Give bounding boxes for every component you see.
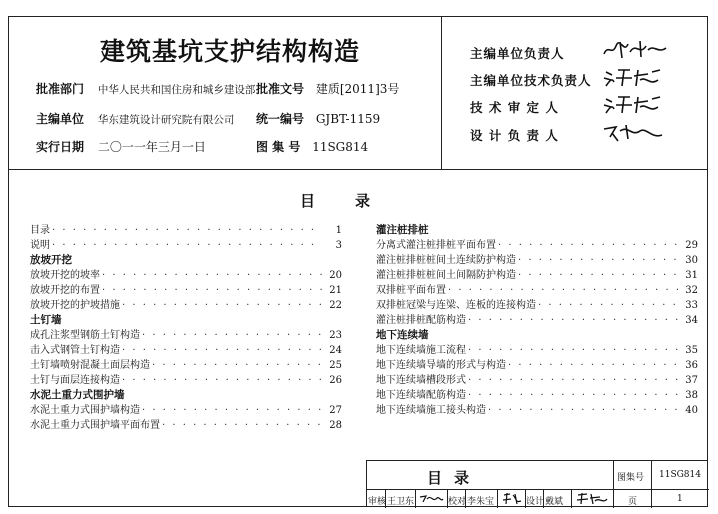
toc-entry bbox=[376, 268, 698, 283]
toc-entry-title: 灌注桩排桩 bbox=[376, 224, 429, 236]
atlas-no-tb: 11SG814 bbox=[659, 470, 701, 480]
toc-entry-title: 地下连续墙施工流程 bbox=[376, 345, 466, 356]
toc-entry bbox=[30, 328, 342, 343]
toc-entry-page: 26 bbox=[329, 375, 342, 386]
chief-unit-label: 主编单位 bbox=[36, 112, 85, 126]
toc-leader-dots bbox=[122, 373, 322, 388]
toc-leader-dots bbox=[52, 238, 322, 253]
toc-entry-title: 地下连续墙施工接头构造 bbox=[376, 405, 486, 416]
approval-dept bbox=[36, 80, 255, 97]
toc-entry bbox=[30, 358, 342, 373]
toc-leader-dots bbox=[488, 403, 678, 418]
toc-entry bbox=[30, 403, 342, 418]
check-label: 校对 bbox=[448, 497, 467, 507]
toc-entry-title: 地下连续墙 bbox=[376, 329, 429, 341]
toc-right-column bbox=[376, 223, 698, 418]
toc-entry-page: 3 bbox=[335, 240, 342, 251]
toc-entry-title: 放坡开挖的护坡措施 bbox=[30, 300, 120, 311]
signature-4 bbox=[600, 121, 672, 143]
toc-left-column bbox=[30, 223, 342, 433]
resp-design-label: 设 计 负 责 人 bbox=[470, 128, 559, 143]
toc-leader-dots bbox=[468, 343, 678, 358]
toc-entry bbox=[30, 418, 342, 433]
atlas-no bbox=[256, 138, 368, 155]
page-number: 1 bbox=[677, 494, 683, 504]
toc-entry bbox=[376, 253, 698, 268]
toc-entry-page: 25 bbox=[329, 360, 342, 371]
toc-leader-dots bbox=[122, 298, 322, 313]
toc-leader-dots bbox=[102, 283, 322, 298]
checker-signature bbox=[501, 491, 523, 506]
signature-3 bbox=[600, 93, 672, 115]
toc-leader-dots bbox=[142, 328, 322, 343]
toc-entry-page: 32 bbox=[685, 285, 698, 296]
toc-entry-title: 说明 bbox=[30, 240, 50, 251]
designer-name: 戴斌 bbox=[545, 497, 564, 507]
toc-entry-title: 双排桩平面布置 bbox=[376, 285, 446, 296]
title-block bbox=[366, 460, 708, 507]
toc-section-heading bbox=[30, 253, 342, 268]
toc-leader-dots bbox=[538, 298, 678, 313]
toc-leader-dots bbox=[518, 253, 678, 268]
approval-dept-value: 中华人民共和国住房和城乡建设部 bbox=[97, 84, 256, 96]
approval-doc-value: 建质[2011]3号 bbox=[315, 82, 400, 96]
unified-no bbox=[256, 110, 380, 127]
toc-entry-page: 20 bbox=[329, 270, 342, 281]
toc-leader-dots bbox=[518, 268, 678, 283]
toc-leader-dots bbox=[162, 418, 322, 433]
approval-doc-label: 批准文号 bbox=[256, 82, 305, 96]
unified-no-value: GJBT-1159 bbox=[315, 112, 381, 126]
toc-entry-title: 放坡开挖的布置 bbox=[30, 285, 100, 296]
unified-no-label: 统一编号 bbox=[256, 112, 305, 126]
title-block-title: 目录 bbox=[427, 469, 482, 487]
toc-leader-dots bbox=[102, 268, 322, 283]
toc-entry-page: 23 bbox=[329, 330, 342, 341]
header-divider bbox=[8, 169, 708, 170]
toc-entry bbox=[30, 268, 342, 283]
toc-entry-title: 地下连续墙配筋构造 bbox=[376, 390, 466, 401]
toc-leader-dots bbox=[448, 283, 678, 298]
toc-entry bbox=[30, 373, 342, 388]
designer-signature bbox=[575, 491, 609, 506]
toc-entry-title: 放坡开挖的坡率 bbox=[30, 270, 100, 281]
resp-chief-unit-label: 主编单位负责人 bbox=[470, 46, 565, 61]
atlas-no-value: 11SG814 bbox=[312, 140, 369, 154]
toc-entry bbox=[30, 343, 342, 358]
toc-entry-title: 灌注桩排桩配筋构造 bbox=[376, 315, 466, 326]
toc-entry bbox=[376, 403, 698, 418]
toc-entry-page: 31 bbox=[685, 270, 698, 281]
toc-leader-dots bbox=[468, 373, 678, 388]
toc-leader-dots bbox=[152, 358, 322, 373]
toc-leader-dots bbox=[52, 223, 322, 238]
toc-leader-dots bbox=[122, 343, 322, 358]
toc-entry bbox=[376, 313, 698, 328]
toc-entry-title: 灌注桩排桩桩间土间隔防护构造 bbox=[376, 270, 516, 281]
signature-1 bbox=[600, 38, 672, 60]
toc-entry bbox=[376, 388, 698, 403]
toc-entry-page: 1 bbox=[335, 225, 342, 236]
toc-entry-page: 22 bbox=[329, 300, 342, 311]
toc-entry-page: 27 bbox=[329, 405, 342, 416]
toc-entry-title: 土钉墙喷射混凝土面层构造 bbox=[30, 360, 150, 371]
toc-leader-dots bbox=[508, 358, 678, 373]
toc-entry-title: 击入式钢管土钉构造 bbox=[30, 345, 120, 356]
approval-doc bbox=[256, 80, 399, 97]
toc-entry bbox=[376, 373, 698, 388]
toc-entry bbox=[376, 358, 698, 373]
toc-entry-title: 水泥土重力式围护墙构造 bbox=[30, 405, 140, 416]
toc-leader-dots bbox=[498, 238, 678, 253]
approval-dept-label: 批准部门 bbox=[36, 82, 85, 96]
resp-chief-tech-label: 主编单位技术负责人 bbox=[470, 73, 592, 88]
toc-entry-page: 34 bbox=[685, 315, 698, 326]
signature-2 bbox=[600, 66, 672, 88]
toc-entry-page: 40 bbox=[685, 405, 698, 416]
impl-date-value: 二〇一一年三月一日 bbox=[97, 140, 206, 154]
toc-entry-title: 放坡开挖 bbox=[30, 254, 72, 266]
toc-entry-page: 30 bbox=[685, 255, 698, 266]
toc-entry-title: 目录 bbox=[30, 225, 50, 236]
page-label: 页 bbox=[628, 497, 638, 507]
toc-entry bbox=[30, 283, 342, 298]
toc-entry-page: 29 bbox=[685, 240, 698, 251]
impl-date-label: 实行日期 bbox=[36, 140, 85, 154]
toc-entry-page: 36 bbox=[685, 360, 698, 371]
toc-entry bbox=[30, 238, 342, 253]
toc-entry bbox=[376, 283, 698, 298]
toc-section-heading bbox=[376, 328, 698, 343]
toc-leader-dots bbox=[468, 388, 678, 403]
checker-name: 李朱宝 bbox=[467, 497, 495, 507]
toc-entry-page: 24 bbox=[329, 345, 342, 356]
toc-entry-title: 双排桩冠梁与连梁、连板的连接构造 bbox=[376, 300, 536, 311]
toc-entry bbox=[376, 343, 698, 358]
toc-entry bbox=[30, 298, 342, 313]
toc-entry-title: 水泥土重力式围护墙平面布置 bbox=[30, 420, 160, 431]
impl-date bbox=[36, 138, 206, 155]
toc-entry-title: 分离式灌注桩排桩平面布置 bbox=[376, 240, 496, 251]
toc-section-heading bbox=[30, 313, 342, 328]
toc-entry-page: 37 bbox=[685, 375, 698, 386]
toc-section-heading bbox=[30, 388, 342, 403]
toc-entry-title: 灌注桩排桩桩间土连续防护构造 bbox=[376, 255, 516, 266]
design-label: 设计 bbox=[526, 497, 545, 507]
atlas-no-label-tb: 图集号 bbox=[617, 473, 645, 483]
toc-entry-title: 土钉墙 bbox=[30, 314, 62, 326]
resp-tech-review-label: 技 术 审 定 人 bbox=[470, 100, 559, 115]
toc-entry-page: 28 bbox=[329, 420, 342, 431]
toc-entry-title: 成孔注浆型钢筋土钉构造 bbox=[30, 330, 140, 341]
toc-entry-title: 地下连续墙导墙的形式与构造 bbox=[376, 360, 506, 371]
toc-entry-page: 33 bbox=[685, 300, 698, 311]
toc-entry-title: 水泥土重力式围护墙 bbox=[30, 389, 125, 401]
reviewer-name: 王卫东 bbox=[387, 497, 415, 507]
review-label: 审核 bbox=[368, 497, 387, 507]
toc-entry-title: 地下连续墙槽段形式 bbox=[376, 375, 466, 386]
toc-section-heading bbox=[376, 223, 698, 238]
toc-leader-dots bbox=[468, 313, 678, 328]
chief-unit-value: 华东建筑设计研究院有限公司 bbox=[97, 114, 235, 126]
toc-leader-dots bbox=[142, 403, 322, 418]
atlas-title: 建筑基坑支护结构构造 bbox=[99, 37, 360, 66]
toc-entry bbox=[30, 223, 342, 238]
reviewer-signature bbox=[418, 491, 444, 506]
toc-entry bbox=[376, 238, 698, 253]
toc-entry-page: 21 bbox=[329, 285, 342, 296]
toc-title: 目录 bbox=[300, 192, 411, 210]
toc-entry-page: 38 bbox=[685, 390, 698, 401]
toc-entry-title: 土钉与面层连接构造 bbox=[30, 375, 120, 386]
toc-entry-page: 35 bbox=[685, 345, 698, 356]
atlas-no-label: 图 集 号 bbox=[256, 140, 301, 154]
header-vertical-divider bbox=[441, 16, 442, 170]
toc-entry bbox=[376, 298, 698, 313]
chief-unit bbox=[36, 110, 234, 127]
